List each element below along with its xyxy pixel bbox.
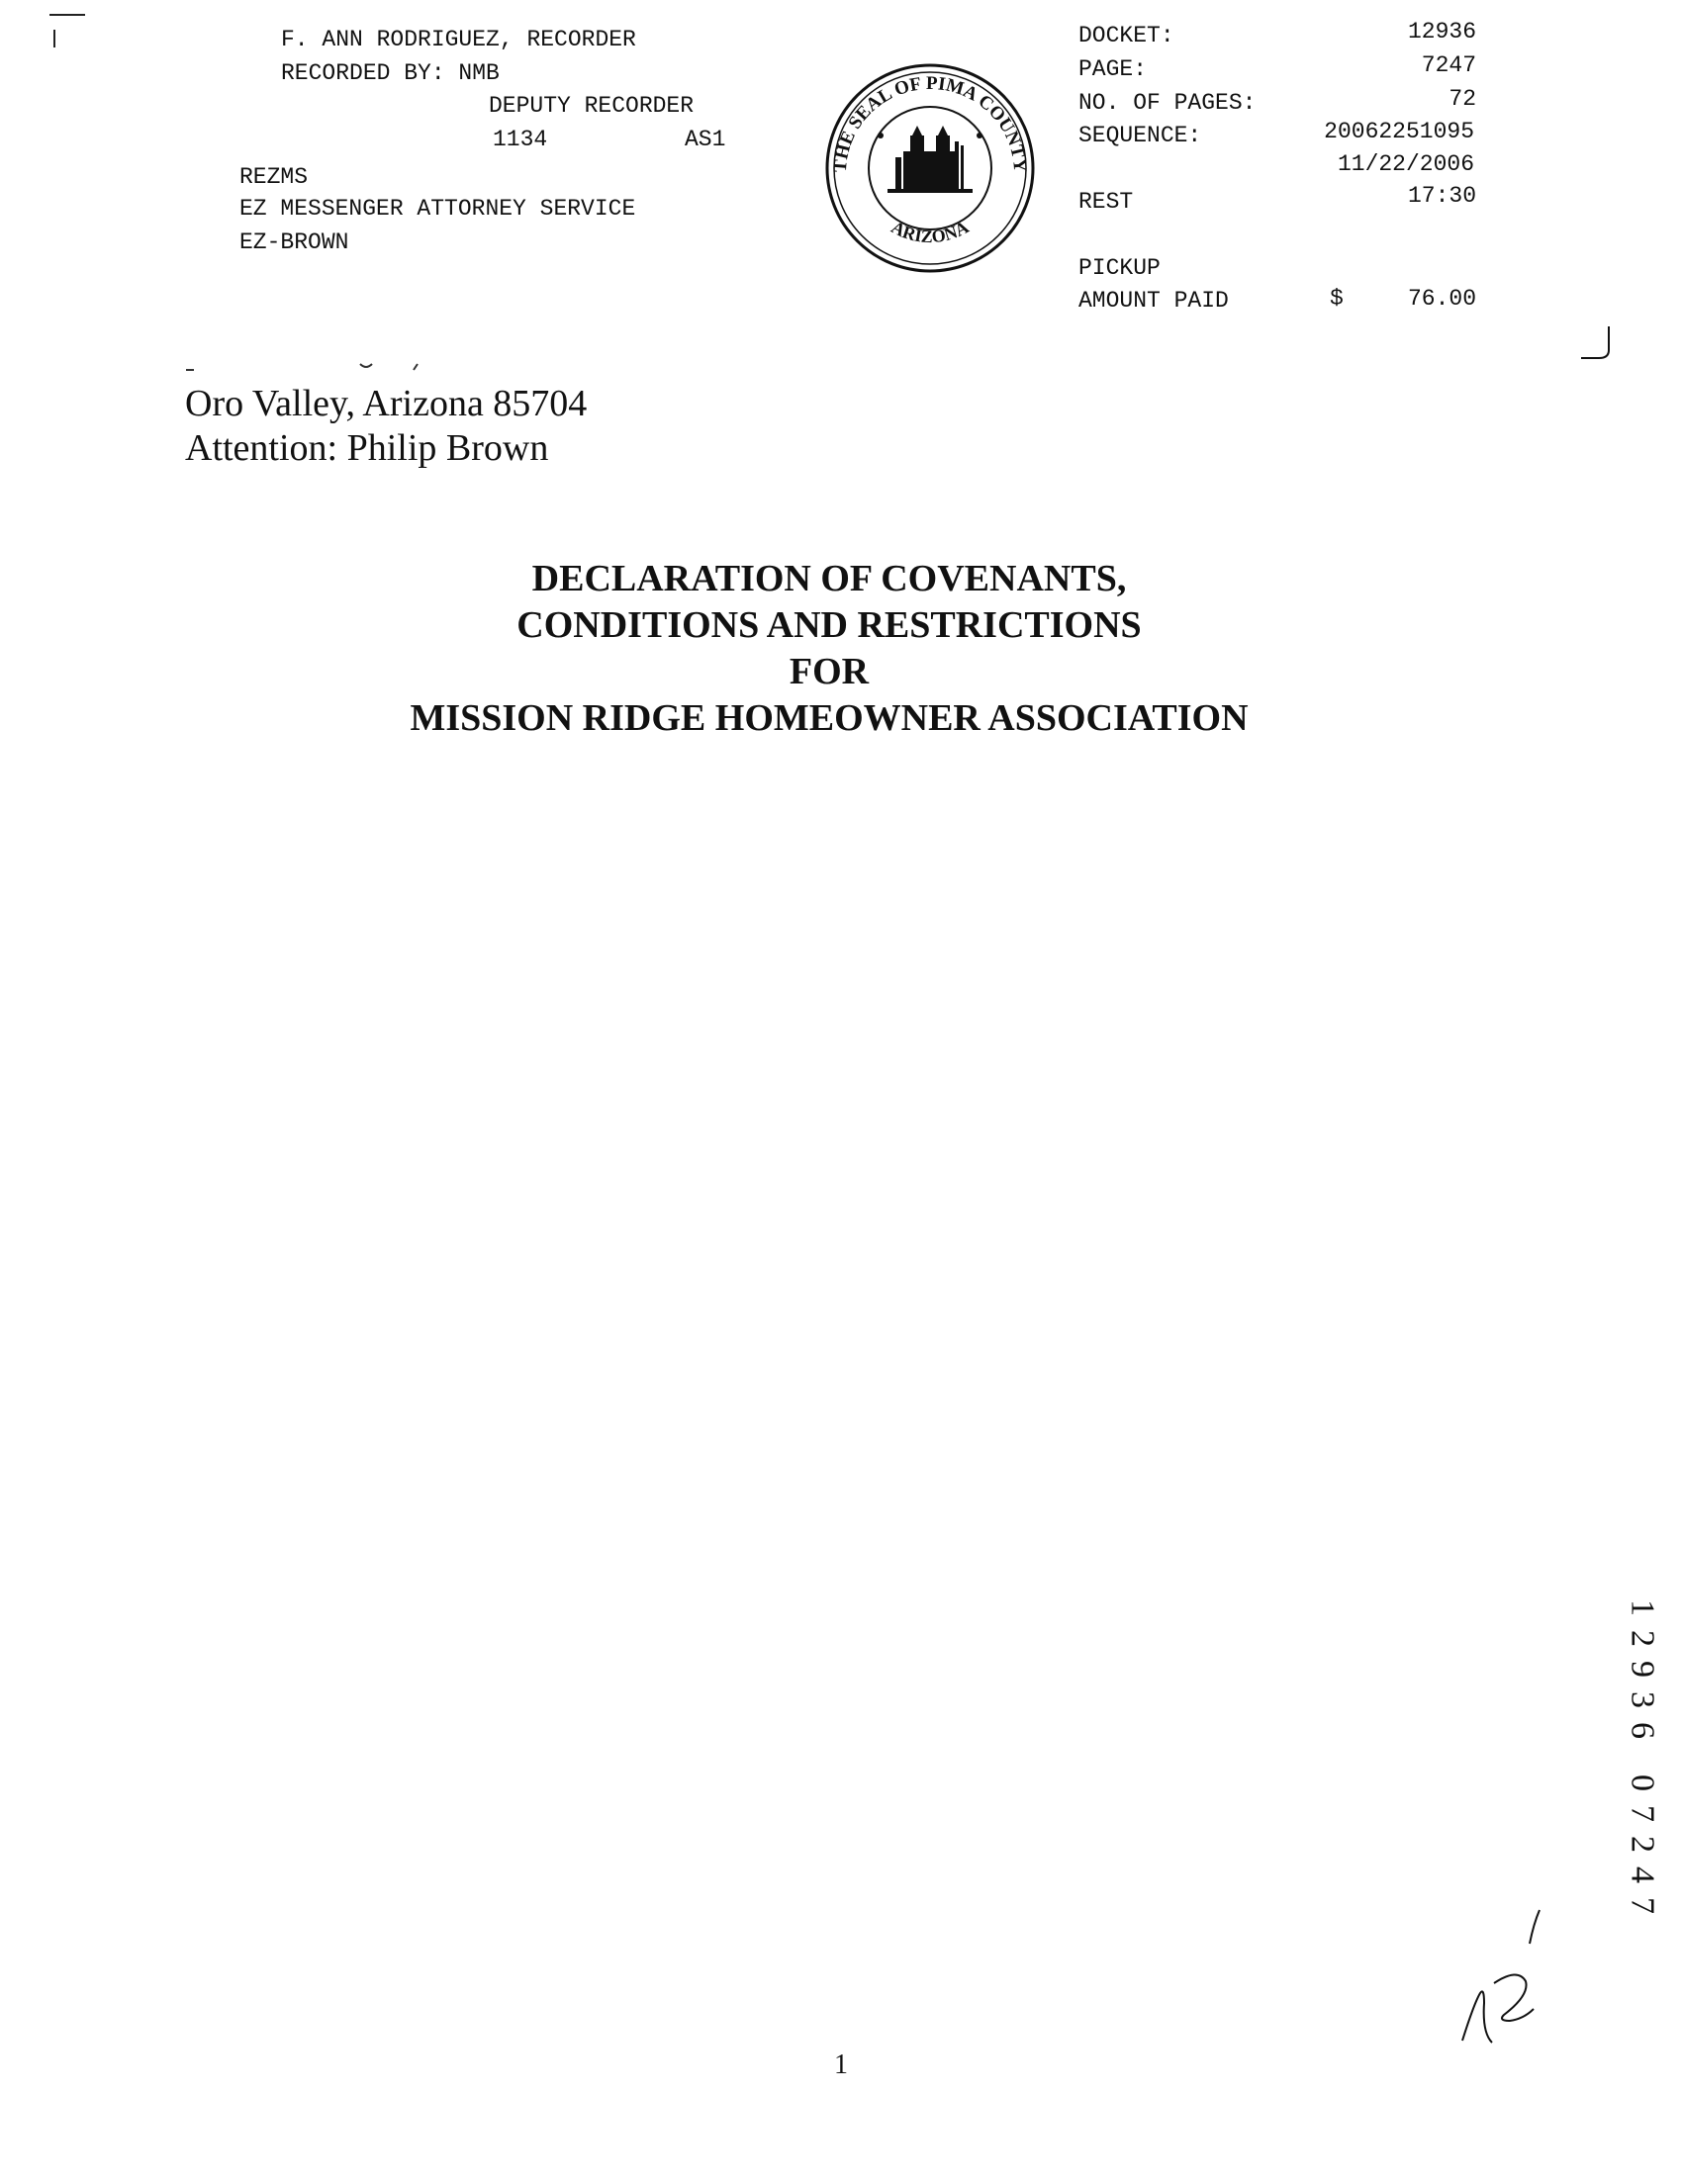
rest-label: REST [1078, 189, 1134, 215]
margin-stamp-char: 7 [1624, 1897, 1661, 1914]
return-to: EZ-BROWN [239, 229, 349, 255]
date-value: 11/22/2006 [1337, 151, 1474, 177]
margin-stamp-char: 6 [1624, 1722, 1661, 1739]
time-value: 17:30 [1407, 183, 1476, 209]
corner-mark [1579, 324, 1615, 364]
margin-stamp-char: 0 [1624, 1774, 1661, 1791]
pages-label: NO. OF PAGES: [1078, 90, 1257, 116]
sequence-value: 20062251095 [1324, 119, 1474, 144]
title-line-1: DECLARATION OF COVENANTS, [531, 558, 1127, 599]
margin-stamp-char: 2 [1624, 1836, 1661, 1853]
amount-label: AMOUNT PAID [1078, 288, 1229, 314]
margin-stamp-char: 2 [1624, 1630, 1661, 1647]
station-code-2: AS1 [685, 127, 726, 152]
pickup-label: PICKUP [1078, 255, 1161, 281]
amount-value: 76.00 [1407, 286, 1476, 312]
page-number: 1 [834, 2049, 848, 2080]
attention-line: Attention: Philip Brown [185, 427, 549, 469]
seal-text-top: THE SEAL OF PIMA COUNTY [829, 72, 1031, 173]
recorder-name: F. ANN RODRIGUEZ, RECORDER [281, 27, 636, 52]
docket-label: DOCKET: [1078, 23, 1174, 48]
margin-stamp-char: 1 [1624, 1599, 1661, 1616]
margin-stamp [1623, 1592, 1662, 1921]
deputy-recorder: DEPUTY RECORDER [489, 93, 695, 119]
page-label: PAGE: [1078, 56, 1148, 82]
recording-code: REZMS [239, 164, 309, 190]
margin-stamp-char: 9 [1624, 1661, 1661, 1678]
pages-value: 72 [1448, 86, 1476, 112]
title-line-2: CONDITIONS AND RESTRICTIONS [516, 604, 1142, 646]
messenger-service: EZ MESSENGER ATTORNEY SERVICE [239, 196, 636, 222]
station-code: 1134 [493, 127, 548, 152]
margin-stamp-char: 7 [1624, 1805, 1661, 1822]
seal-text-bottom: ARIZONA [888, 217, 973, 247]
document-title [0, 556, 1658, 742]
cropped-line-marks [184, 354, 441, 374]
handwritten-note [1454, 1904, 1553, 2052]
title-line-4: MISSION RIDGE HOMEOWNER ASSOCIATION [410, 697, 1249, 739]
title-line-3: FOR [789, 651, 870, 692]
docket-value: 12936 [1407, 19, 1476, 45]
margin-stamp-char: 4 [1624, 1866, 1661, 1883]
sequence-label: SEQUENCE: [1078, 123, 1202, 148]
margin-stamp-char: 3 [1624, 1691, 1661, 1708]
address-city-line: Oro Valley, Arizona 85704 [185, 383, 588, 424]
page-value: 7247 [1421, 52, 1476, 78]
recorded-by: RECORDED BY: NMB [281, 60, 500, 86]
currency-symbol: $ [1330, 286, 1344, 312]
docket-block [0, 0, 1682, 326]
